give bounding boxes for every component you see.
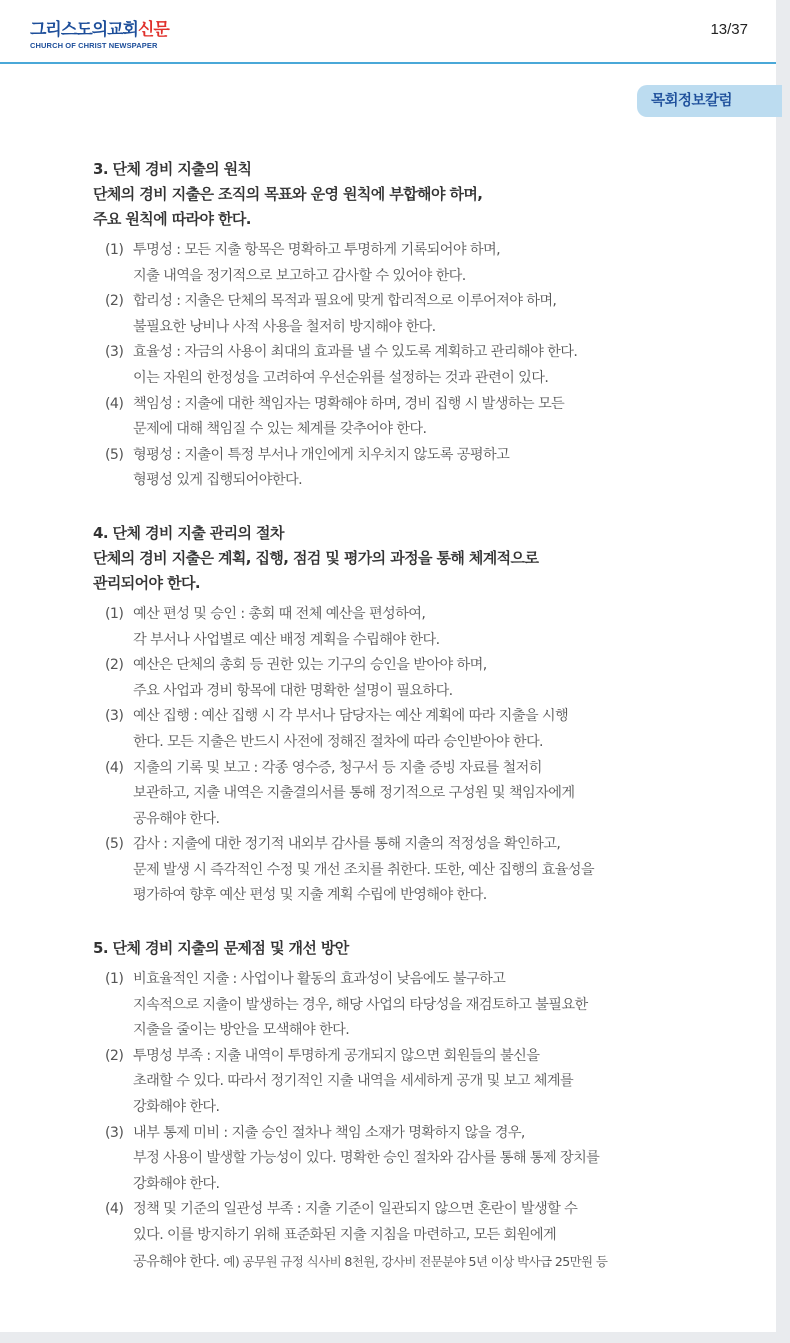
section-intro-line: 단체의 경비 지출은 조직의 목표와 운영 원칙에 부합해야 하며,: [93, 185, 483, 203]
item-text: 형평성 있게 집행되어야한다.: [133, 472, 302, 489]
item-text-line: [133, 602, 733, 628]
item-list: [93, 967, 733, 1275]
item-text: 문제 발생 시 즉각적인 수정 및 개선 조치를 취한다. 또한, 예산 집행의 효율성을: [133, 861, 594, 878]
list-item: [93, 967, 733, 1044]
item-text: 정책 및 기준의 일관성 부족 : 지출 기준이 일관되지 않으면 혼란이 발생할 수: [133, 1201, 578, 1218]
item-text-line: [133, 858, 733, 884]
item-text: 이는 자원의 한정성을 고려하여 우선순위를 설정하는 것과 관련이 있다.: [133, 369, 549, 386]
list-item: [93, 392, 733, 443]
item-text: 초래할 수 있다. 따라서 정기적인 지출 내역을 세세하게 공개 및 보고 체계를: [133, 1073, 574, 1090]
item-text-line: [133, 832, 733, 858]
item-text: 주요 사업과 경비 항목에 대한 명확한 설명이 필요하다.: [133, 682, 453, 699]
item-text-line: [133, 238, 733, 264]
item-text: 불필요한 낭비나 사적 사용을 철저히 방지해야 한다.: [133, 318, 436, 335]
item-text-line: [133, 730, 733, 756]
section-title: 5. 단체 경비 지출의 문제점 및 개선 방안: [93, 939, 349, 958]
list-item: [93, 340, 733, 391]
item-number: (1): [105, 971, 124, 988]
item-number: (1): [105, 605, 124, 622]
item-number: (4): [105, 759, 124, 776]
item-text-line: [133, 704, 733, 730]
item-number: (1): [105, 242, 124, 258]
item-text-line: [133, 1146, 733, 1172]
list-item: [93, 602, 733, 653]
section-5: [93, 936, 733, 1275]
list-item: [93, 1121, 733, 1198]
item-list: [93, 602, 733, 909]
item-text-line: [133, 1121, 733, 1147]
item-text: 투명성 : 모든 지출 항목은 명확하고 투명하게 기록되어야 하며,: [133, 242, 500, 258]
list-item: [93, 443, 733, 494]
page-header: [0, 0, 776, 64]
item-text-line: [133, 443, 733, 469]
item-text: 지속적으로 지출이 발생하는 경우, 해당 사업의 타당성을 재검토하고 불필요한: [133, 996, 588, 1013]
item-text-line: [133, 417, 733, 443]
list-item: [93, 1197, 733, 1275]
item-text-line: [133, 883, 733, 909]
section-4: [93, 521, 733, 909]
section-intro-line: 주요 원칙에 따라야 한다.: [93, 210, 251, 228]
item-list: [93, 238, 733, 494]
item-text-line: [133, 1018, 733, 1044]
item-text: 있다. 이를 방지하기 위해 표준화된 지출 지침을 마련하고, 모든 회원에게: [133, 1227, 557, 1243]
item-text: 공유해야 한다.: [133, 810, 220, 827]
page-number: 13/37: [710, 21, 748, 38]
item-text-line: [133, 1095, 733, 1121]
item-text: 한다. 모든 지출은 반드시 사전에 정해진 절차에 따라 승인받아야 한다.: [133, 733, 543, 750]
item-text: 합리성 : 지출은 단체의 목적과 필요에 맞게 합리적으로 이루어져야 하며,: [133, 293, 557, 310]
item-text: 보관하고, 지출 내역은 지출결의서를 통해 정기적으로 구성원 및 책임자에게: [133, 785, 575, 802]
item-number: (5): [105, 836, 124, 853]
logo-title: [30, 22, 169, 39]
logo-subtitle: CHURCH OF CHRIST NEWSPAPER: [30, 41, 158, 50]
item-text: 강화해야 한다.: [133, 1099, 220, 1116]
item-text: 책임성 : 지출에 대한 책임자는 명확해야 하며, 경비 집행 시 발생하는 모든: [133, 395, 565, 412]
item-text: 효율성 : 자금의 사용이 최대의 효과를 낼 수 있도록 계획하고 관리해야 한다.: [133, 344, 578, 361]
section-tag: 목회정보칼럼: [637, 85, 782, 117]
item-text-line: [133, 679, 733, 705]
logo-title-main: 그리스도의교회: [30, 20, 138, 40]
item-text: 부정 사용이 발생할 가능성이 있다. 명확한 승인 절차와 감사를 통해 통제 장치를: [133, 1150, 600, 1167]
item-text: 예산 편성 및 승인 : 총회 때 전체 예산을 편성하여,: [133, 605, 426, 622]
item-text-line: [133, 1249, 733, 1276]
item-text-line: [133, 289, 733, 315]
list-item: [93, 653, 733, 704]
section-intro-line: 관리되어야 한다.: [93, 573, 200, 592]
item-text: 문제에 대해 책임질 수 있는 체계를 갖추어야 한다.: [133, 421, 427, 438]
item-text-line: [133, 315, 733, 341]
item-text-line: [133, 993, 733, 1019]
item-text-line: [133, 1044, 733, 1070]
item-text-line: [133, 756, 733, 782]
item-number: (4): [105, 1201, 124, 1218]
item-text: 내부 통제 미비 : 지출 승인 절차나 책임 소재가 명확하지 않을 경우,: [133, 1124, 525, 1141]
item-number: (3): [105, 1124, 124, 1141]
item-text: 예산 집행 : 예산 집행 시 각 부서나 담당자는 예산 계획에 따라 지출을 시행: [133, 708, 569, 725]
item-text-line: [133, 468, 733, 494]
item-text: 지출 내역을 정기적으로 보고하고 감사할 수 있어야 한다.: [133, 267, 466, 284]
logo-title-accent: 신문: [137, 20, 169, 40]
item-number: (2): [105, 293, 124, 310]
section-title: 4. 단체 경비 지출 관리의 절차: [93, 523, 284, 542]
item-text-line: [133, 1172, 733, 1198]
item-text: 공유해야 한다.: [133, 1253, 220, 1270]
item-text: 지출의 기록 및 보고 : 각종 영수증, 청구서 등 지출 증빙 자료를 철저히: [133, 759, 542, 776]
item-text: 강화해야 한다.: [133, 1175, 220, 1192]
item-text: 예산은 단체의 총회 등 권한 있는 기구의 승인을 받아야 하며,: [133, 657, 487, 674]
section-title: 3. 단체 경비 지출의 원칙: [93, 160, 252, 178]
item-note: 예) 공무원 규정 식사비 8천원, 강사비 전문분야 5년 이상 박사급 25만원 등: [223, 1253, 608, 1269]
list-item: [93, 289, 733, 340]
item-text: 형평성 : 지출이 특정 부서나 개인에게 치우치지 않도록 공평하고: [133, 446, 510, 463]
newspaper-logo: [30, 22, 169, 50]
list-item: [93, 1044, 733, 1121]
list-item: [93, 238, 733, 289]
item-text-line: [133, 340, 733, 366]
item-text-line: [133, 392, 733, 418]
article-body: [93, 157, 733, 1302]
item-text-line: [133, 807, 733, 833]
item-text-line: [133, 653, 733, 679]
item-text-line: [133, 781, 733, 807]
item-number: (4): [105, 395, 124, 412]
item-text: 평가하여 향후 예산 편성 및 지출 계획 수립에 반영해야 한다.: [133, 887, 487, 904]
item-text-line: [133, 967, 733, 993]
item-text-line: [133, 628, 733, 654]
item-number: (2): [105, 657, 124, 674]
list-item: [93, 704, 733, 755]
item-number: (2): [105, 1047, 124, 1064]
item-text-line: [133, 1223, 733, 1249]
item-number: (3): [105, 708, 124, 725]
item-text-line: [133, 264, 733, 290]
item-text: 투명성 부족 : 지출 내역이 투명하게 공개되지 않으면 회원들의 불신을: [133, 1047, 540, 1064]
item-number: (5): [105, 446, 124, 463]
item-number: (3): [105, 344, 124, 361]
item-text-line: [133, 1069, 733, 1095]
item-text-line: [133, 1197, 733, 1223]
list-item: [93, 832, 733, 909]
section-intro-line: 단체의 경비 지출은 계획, 집행, 점검 및 평가의 과정을 통해 체계적으로: [93, 548, 539, 567]
section-3: [93, 157, 733, 494]
list-item: [93, 756, 733, 833]
item-text: 비효율적인 지출 : 사업이나 활동의 효과성이 낮음에도 불구하고: [133, 971, 506, 988]
item-text: 각 부서나 사업별로 예산 배정 계획을 수립해야 한다.: [133, 631, 440, 648]
item-text: 지출을 줄이는 방안을 모색해야 한다.: [133, 1022, 350, 1039]
item-text-line: [133, 366, 733, 392]
item-text: 감사 : 지출에 대한 정기적 내외부 감사를 통해 지출의 적정성을 확인하고,: [133, 836, 561, 853]
